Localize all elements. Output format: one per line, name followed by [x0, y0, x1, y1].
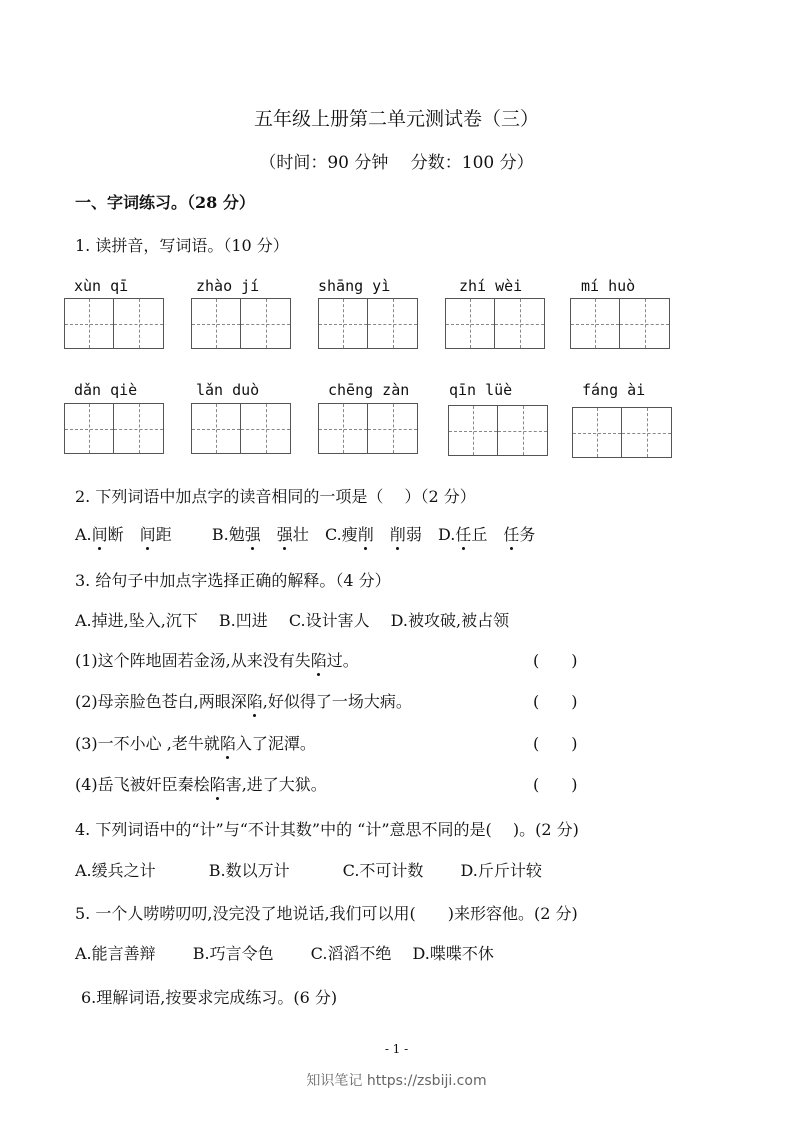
dotted-char: 任 — [503, 522, 519, 545]
item-text: (1)这个阵地固若金汤,从来没有失 — [75, 651, 311, 670]
pinyin-label: lǎn duò — [196, 381, 260, 399]
option-text: 断 — [107, 525, 140, 544]
dotted-char: 间 — [140, 522, 156, 545]
writing-box[interactable] — [191, 403, 291, 454]
question-6-stem: 6.理解词语,按要求完成练习。(6 分) — [81, 988, 338, 1007]
dotted-char: 任 — [455, 522, 471, 545]
question-1-stem: 1. 读拼音，写词语。（10 分） — [75, 236, 289, 255]
item-text: (4)岳飞被奸臣秦桧 — [75, 775, 210, 794]
writing-box[interactable] — [318, 403, 418, 454]
option-text: B.勉 — [211, 525, 245, 544]
item-text: ,好似得了一场大病。 — [262, 692, 412, 711]
dotted-char: 陷 — [220, 731, 236, 754]
dotted-char: 强 — [245, 522, 261, 545]
pinyin-label: qīn lüè — [449, 381, 513, 399]
answer-blank[interactable]: ( ) — [533, 734, 578, 753]
option-text: 弱 — [405, 525, 422, 544]
question-3-item — [75, 648, 359, 671]
page-number: - 1 - — [384, 1042, 409, 1056]
item-text: 过。 — [326, 651, 359, 670]
item-text: 害,进了大狱。 — [225, 775, 327, 794]
writing-box[interactable] — [64, 403, 164, 454]
item-text: (3)一不小心 ,老牛就 — [75, 734, 220, 753]
question-5-stem: 5. 一个人唠唠叨叨,没完没了地说话,我们可以用( )来形容他。(2 分) — [75, 904, 578, 923]
writing-box[interactable] — [318, 298, 418, 349]
question-5-options: A.能言善辩 B.巧言令色 C.滔滔不绝 D.喋喋不休 — [75, 944, 494, 963]
pinyin-label: zhào jí — [196, 277, 260, 295]
answer-blank[interactable]: ( ) — [533, 692, 578, 711]
question-2-options — [75, 522, 535, 545]
dotted-char: 强 — [277, 522, 293, 545]
writing-box[interactable] — [64, 298, 164, 349]
question-4-stem: 4. 下列词语中的“计”与“不计其数”中的 “计”意思不同的是( )。(2 分) — [75, 820, 579, 839]
item-text: (2)母亲脸色苍白,两眼深 — [75, 692, 247, 711]
question-2-stem: 2. 下列词语中加点字的读音相同的一项是（ ）（2 分） — [75, 487, 476, 506]
option-text: C.瘦 — [325, 525, 358, 544]
pinyin-label: xùn qī — [74, 277, 129, 295]
writing-box[interactable] — [572, 407, 672, 458]
dotted-char: 陷 — [247, 689, 263, 712]
dotted-char: 削 — [390, 522, 406, 545]
option-text: 距 — [155, 525, 172, 544]
pinyin-label: mí huò — [581, 277, 636, 295]
item-text: 入了泥潭。 — [235, 734, 316, 753]
writing-box[interactable] — [191, 298, 291, 349]
option-text: 务 — [519, 525, 536, 544]
option-letter: A. — [75, 525, 92, 544]
question-3-item — [75, 731, 316, 754]
pinyin-label: zhí wèi — [459, 277, 523, 295]
pinyin-label: chēng zàn — [328, 381, 410, 399]
writing-box[interactable] — [448, 405, 548, 456]
option-text — [261, 525, 277, 544]
pinyin-label: fáng ài — [582, 381, 646, 399]
section-heading: 一、字词练习。（28 分） — [75, 193, 255, 212]
page-title: 五年级上册第二单元测试卷（三） — [253, 108, 539, 130]
writing-box[interactable] — [445, 298, 545, 349]
pinyin-label: dǎn qiè — [74, 381, 138, 399]
pinyin-label: shāng yì — [318, 277, 391, 295]
question-3-item — [75, 772, 327, 795]
dotted-char: 削 — [358, 522, 374, 545]
question-3-stem: 3. 给句子中加点字选择正确的解释。（4 分） — [75, 571, 391, 590]
option-letter: D. — [438, 525, 456, 544]
option-text: 壮 — [292, 525, 309, 544]
option-text: 丘 — [471, 525, 504, 544]
question-3-choices: A.掉进,坠入,沉下 B.凹进 C.设计害人 D.被攻破,被占领 — [75, 611, 510, 630]
answer-blank[interactable]: ( ) — [533, 651, 578, 670]
dotted-char: 陷 — [311, 648, 327, 671]
watermark: 知识笔记 https://zsbiji.com — [306, 1073, 487, 1089]
option-text — [374, 525, 390, 544]
writing-box[interactable] — [570, 298, 670, 349]
exam-info: （时间：90 分钟 分数：100 分） — [259, 153, 534, 173]
answer-blank[interactable]: ( ) — [533, 775, 578, 794]
question-3-item — [75, 689, 412, 712]
dotted-char: 间 — [92, 522, 108, 545]
question-4-options: A.缓兵之计 B.数以万计 C.不可计数 D.斤斤计较 — [75, 861, 542, 880]
dotted-char: 陷 — [210, 772, 226, 795]
